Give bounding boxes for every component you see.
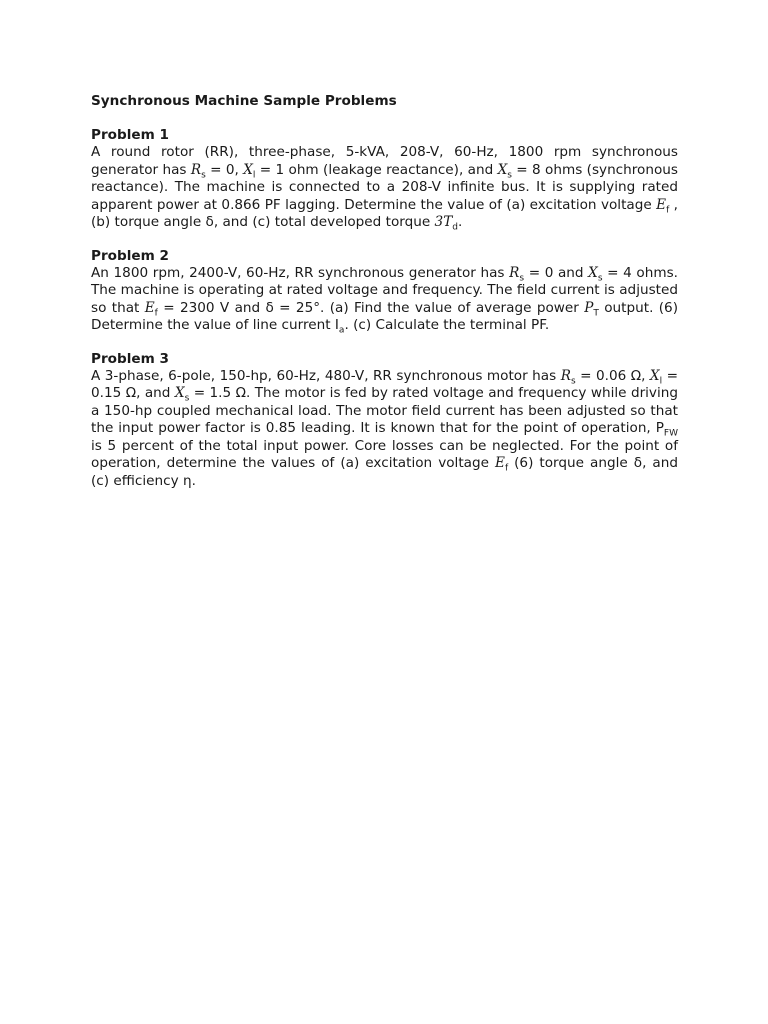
text-run: = 1 ohm (leakage reactance), and: [255, 161, 498, 178]
subscript: l: [659, 376, 663, 387]
subscript: s: [570, 376, 576, 387]
math-symbol: R: [190, 161, 202, 178]
subscript: f: [666, 205, 670, 216]
document-content: [91, 92, 678, 506]
subscript: f: [504, 463, 509, 474]
text-run: output. (6) Determine the value of line current I: [91, 299, 679, 333]
math-symbol: R: [560, 367, 571, 384]
math-symbol: P: [584, 299, 594, 316]
text-run: = 1.5 Ω. The motor is fed by rated voltage and frequency while driving a 150-hp coupled mechanical load. The motor field current has been adjusted so that the input power factor is 0.85 leading. It is known that for the point of operation, P: [91, 385, 678, 436]
text-run: is 5 percent of the total input power. Core losses can be neglected. For the point of operation, determine the values of (a) excitation voltage: [91, 437, 678, 471]
text-run: . (c) Calculate the terminal PF.: [344, 317, 550, 333]
subscript: d: [452, 222, 458, 233]
math-symbol: X: [588, 264, 598, 281]
problem-2: [91, 248, 678, 335]
text-run: A 3-phase, 6-pole, 150-hp, 60-Hz, 480-V, RR synchronous motor has: [91, 367, 561, 384]
subscript: l: [252, 170, 256, 181]
subscript: s: [184, 393, 190, 404]
text-run: (6) torque angle δ, and (c) efficiency η.: [91, 455, 678, 489]
problem-text: [91, 144, 678, 232]
subscript: FW: [663, 428, 678, 439]
subscript: s: [507, 170, 512, 181]
text-run: = 4 ohms. The machine is operating at rated voltage and frequency. The field current is adjusted so that: [91, 264, 678, 316]
subscript: s: [597, 273, 603, 284]
subscript: f: [154, 308, 158, 319]
problem-text: [91, 265, 678, 335]
problem-heading: Problem 2: [91, 247, 169, 264]
subscript: s: [519, 273, 525, 284]
subscript: a: [338, 325, 345, 336]
math-symbol: X: [243, 161, 253, 178]
problem-heading: Problem 1: [91, 127, 169, 143]
text-run: = 0.06 Ω,: [575, 367, 650, 384]
math-symbol: X: [497, 161, 508, 178]
text-run: = 0 and: [524, 264, 589, 281]
math-symbol: X: [649, 367, 660, 384]
math-symbol: 3T: [434, 214, 453, 230]
problem-3: [91, 351, 678, 491]
text-run: = 0,: [205, 161, 244, 178]
text-run: .: [457, 214, 463, 230]
text-run: , (b) torque angle δ, and (c) total developed torque: [91, 196, 678, 230]
text-run: = 8 ohms (synchronous reactance). The machine is connected to a 208-V infinite bus. It is supplying rated apparent power at 0.866 PF lagging. Determine the value of (a) excitation voltage: [91, 161, 679, 213]
text-run: = 2300 V and δ = 25°. (a) Find the value of average power: [157, 299, 585, 316]
document-title: Synchronous Machine Sample Problems: [91, 93, 397, 109]
text-run: An 1800 rpm, 2400-V, 60-Hz, RR synchronous generator has: [91, 264, 510, 281]
math-symbol: R: [509, 264, 520, 281]
math-symbol: X: [174, 385, 185, 401]
math-symbol: E: [144, 299, 155, 316]
math-symbol: E: [495, 455, 505, 471]
text-run: A round rotor (RR), three-phase, 5-kVA, 208-V, 60-Hz, 1800 rpm synchronous generator has: [91, 144, 678, 178]
problem-heading: Problem 3: [91, 350, 169, 367]
text-run: = 0.15 Ω, and: [91, 367, 678, 401]
math-symbol: E: [656, 196, 667, 213]
subscript: T: [593, 308, 599, 319]
problem-text: [91, 368, 678, 491]
subscript: s: [201, 170, 206, 181]
problem-1: [91, 127, 678, 232]
